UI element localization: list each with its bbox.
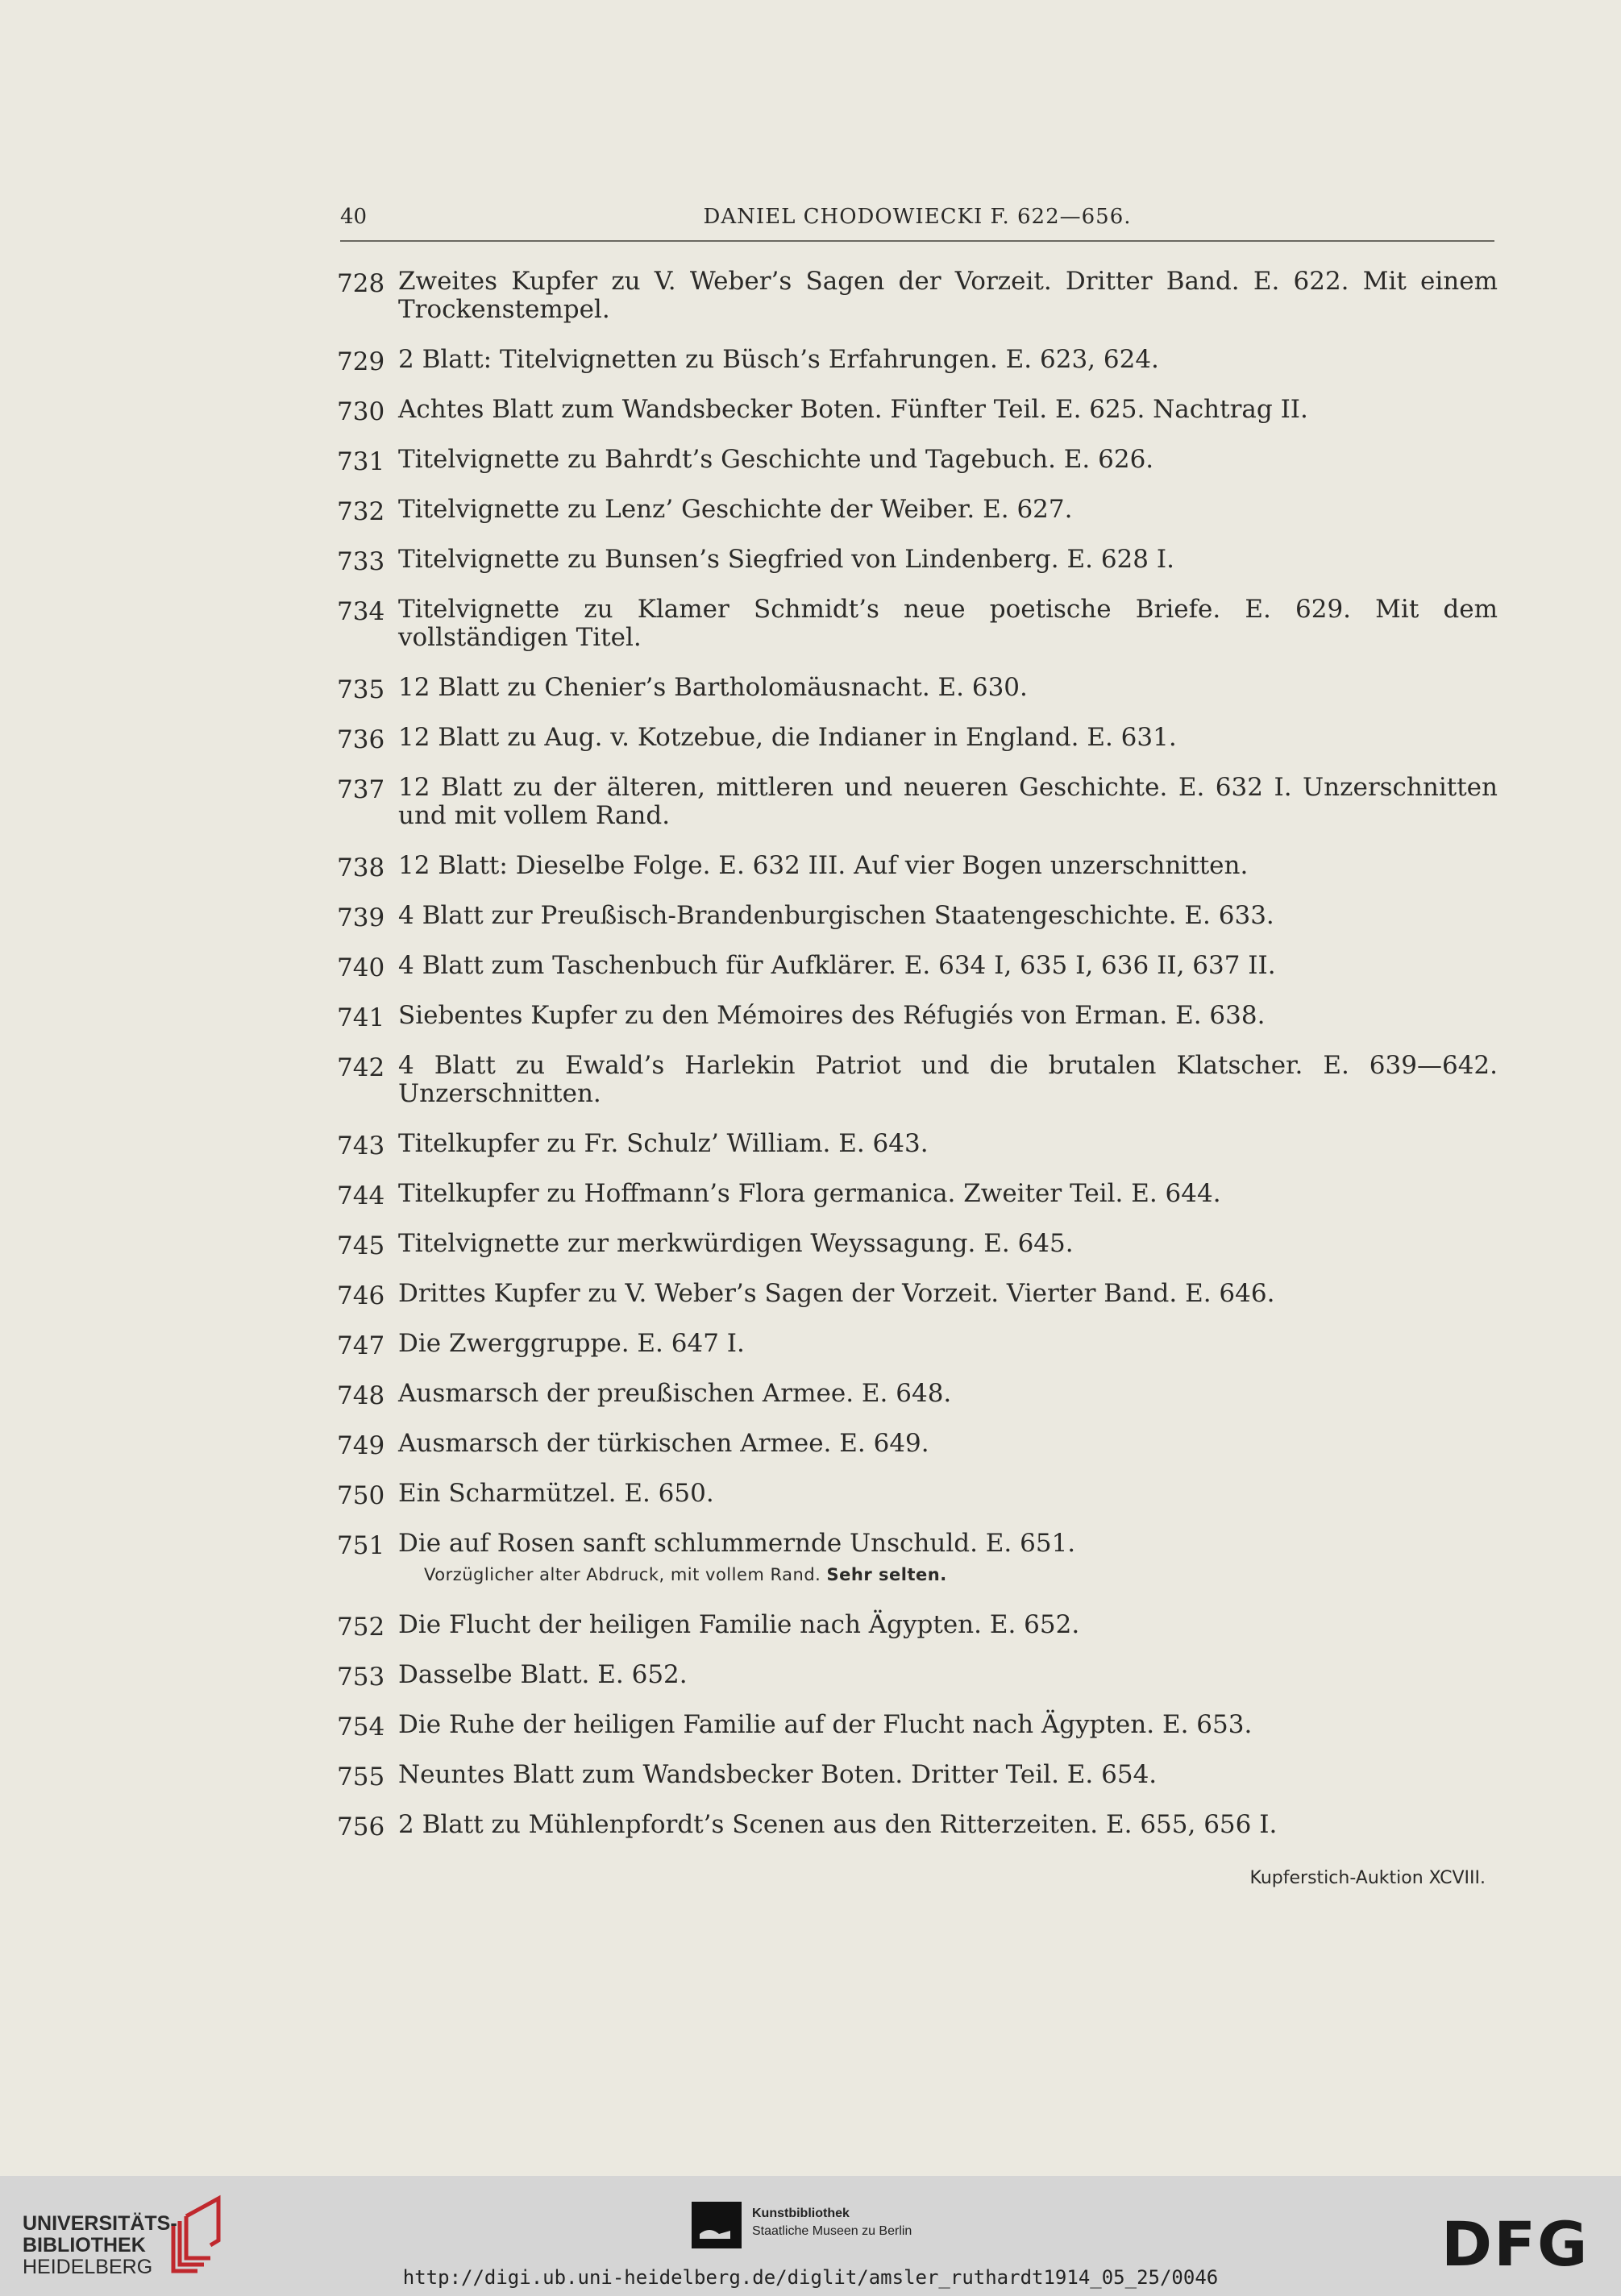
entry-number: 748: [337, 1381, 385, 1410]
entry-number: 728: [337, 269, 385, 298]
entry-number: 754: [337, 1713, 385, 1742]
entry-number: 741: [337, 1003, 385, 1032]
entry-text: Zweites Kupfer zu V. Weber’s Sagen der Vorzeit. Dritter Band. E. 622. Mit einem Trockenstempel.: [398, 267, 1498, 324]
entry-number: 755: [337, 1762, 385, 1792]
entry-743: [337, 1130, 1498, 1158]
entry-745: [337, 1230, 1498, 1258]
entry-text: Die Zwerggruppe. E. 647 I.: [398, 1329, 745, 1358]
entry-728: [337, 268, 1498, 324]
library-line-1: UNIVERSITÄTS-: [23, 2212, 177, 2235]
entry-736: [337, 724, 1498, 752]
page-number: 40: [340, 205, 368, 229]
entry-729: [337, 346, 1498, 374]
library-line-2: BIBLIOTHEK: [23, 2234, 146, 2257]
entry-739: [337, 902, 1498, 930]
entry-text: 12 Blatt: Dieselbe Folge. E. 632 III. Auf vier Bogen unzerschnitten.: [398, 851, 1249, 880]
entry-742: [337, 1052, 1498, 1108]
entry-730: [337, 396, 1498, 424]
entry-741: [337, 1002, 1498, 1030]
permalink-url[interactable]: http://digi.ub.uni-heidelberg.de/diglit/amsler_ruthardt1914_05_25/0046: [402, 2266, 1219, 2289]
viewer-footer: [0, 2176, 1621, 2296]
entry-text: Siebentes Kupfer zu den Mémoires des Réfugiés von Erman. E. 638.: [398, 1001, 1266, 1030]
entry-746: [337, 1280, 1498, 1308]
running-title: DANIEL CHODOWIECKI F. 622—656.: [703, 205, 1132, 229]
note-text: Vorzüglicher alter Abdruck, mit vollem Rand.: [424, 1565, 821, 1584]
entry-number: 733: [337, 547, 385, 576]
entry-text: Ausmarsch der türkischen Armee. E. 649.: [398, 1429, 929, 1458]
entry-number: 752: [337, 1613, 385, 1642]
entry-number: 735: [337, 675, 385, 704]
entry-number: 736: [337, 725, 385, 754]
catalog-mark: Kupferstich-Auktion XCVIII.: [1249, 1868, 1486, 1888]
entry-755: [337, 1760, 1498, 1792]
entry-749: [337, 1430, 1498, 1458]
entry-text: 12 Blatt zu der älteren, mittleren und neueren Geschichte. E. 632 I. Unzerschnitten und mit vollem Rand.: [398, 773, 1498, 830]
entry-number: 731: [337, 447, 385, 476]
entry-752: [337, 1610, 1498, 1642]
entry-732: [337, 496, 1498, 524]
entry-number: 743: [337, 1131, 385, 1160]
entry-note: [398, 1561, 1498, 1589]
entry-737: [337, 774, 1498, 830]
entry-text: Neuntes Blatt zum Wandsbecker Boten. Dritter Teil. E. 654.: [398, 1760, 1158, 1789]
entry-text: Titelvignette zur merkwürdigen Weyssagung. E. 645.: [398, 1229, 1074, 1258]
kunstbibliothek-title: Kunstbibliothek: [752, 2207, 850, 2220]
entry-text: Dasselbe Blatt. E. 652.: [398, 1660, 688, 1689]
entry-738: [337, 852, 1498, 880]
entry-750: [337, 1480, 1498, 1508]
page-header: [340, 201, 1494, 242]
kunstbibliothek-logo-icon: [692, 2202, 742, 2248]
entry-text: 2 Blatt zu Mühlenpfordt’s Scenen aus den Ritterzeiten. E. 655, 656 I.: [398, 1810, 1278, 1839]
entry-756: [337, 1811, 1498, 1839]
entry-number: 740: [337, 953, 385, 982]
entry-text: 4 Blatt zu Ewald’s Harlekin Patriot und die brutalen Klatscher. E. 639—642. Unzerschnitten.: [398, 1051, 1498, 1108]
entry-747: [337, 1330, 1498, 1358]
entry-number: 738: [337, 853, 385, 882]
entry-number: 737: [337, 775, 385, 804]
entry-735: [337, 674, 1498, 702]
entry-text: Titelkupfer zu Hoffmann’s Flora germanica. Zweiter Teil. E. 644.: [398, 1179, 1221, 1208]
entry-text: Die Flucht der heiligen Familie nach Ägypten. E. 652.: [398, 1610, 1080, 1639]
entry-751: [337, 1530, 1498, 1589]
entry-text: Achtes Blatt zum Wandsbecker Boten. Fünfter Teil. E. 625. Nachtrag II.: [398, 395, 1308, 424]
entry-text: 4 Blatt zur Preußisch-Brandenburgischen Staatengeschichte. E. 633.: [398, 901, 1274, 930]
dfg-logo[interactable]: DFG: [1441, 2208, 1590, 2280]
entry-740: [337, 952, 1498, 980]
entry-744: [337, 1180, 1498, 1208]
entry-number: 750: [337, 1481, 385, 1510]
entry-text: Titelvignette zu Bahrdt’s Geschichte und Tagebuch. E. 626.: [398, 445, 1154, 474]
entry-754: [337, 1710, 1498, 1742]
entry-number: 729: [337, 347, 385, 376]
entry-748: [337, 1380, 1498, 1408]
entry-text: 12 Blatt zu Chenier’s Bartholomäusnacht. E. 630.: [398, 673, 1028, 702]
kunstbibliothek-subtitle: Staatliche Museen zu Berlin: [752, 2224, 912, 2238]
note-emphasis: Sehr selten.: [826, 1565, 947, 1584]
entry-734: [337, 596, 1498, 652]
entry-733: [337, 546, 1498, 574]
entry-number: 732: [337, 497, 385, 526]
entry-number: 739: [337, 903, 385, 932]
entry-text: Die auf Rosen sanft schlummernde Unschuld. E. 651.: [398, 1529, 1076, 1558]
entry-number: 742: [337, 1053, 385, 1082]
catalog-entries: [337, 268, 1498, 1861]
kunstbibliothek-label[interactable]: [752, 2205, 912, 2240]
entry-number: 745: [337, 1231, 385, 1260]
header-rule: [340, 240, 1494, 242]
entry-number: 746: [337, 1281, 385, 1310]
entry-731: [337, 446, 1498, 474]
entry-number: 744: [337, 1181, 385, 1210]
entry-number: 749: [337, 1431, 385, 1460]
entry-number: 747: [337, 1331, 385, 1360]
entry-text: Ausmarsch der preußischen Armee. E. 648.: [398, 1379, 952, 1408]
entry-number: 730: [337, 397, 385, 426]
entry-text: Titelvignette zu Lenz’ Geschichte der Weiber. E. 627.: [398, 495, 1073, 524]
entry-text: Ein Scharmützel. E. 650.: [398, 1479, 714, 1508]
entry-text: 12 Blatt zu Aug. v. Kotzebue, die Indianer in England. E. 631.: [398, 723, 1177, 752]
entry-text: Titelvignette zu Klamer Schmidt’s neue poetische Briefe. E. 629. Mit dem vollständigen Titel.: [398, 595, 1498, 652]
entry-753: [337, 1660, 1498, 1692]
entry-text: Titelkupfer zu Fr. Schulz’ William. E. 643.: [398, 1129, 929, 1158]
university-library-icon: [165, 2194, 228, 2274]
entry-text: Drittes Kupfer zu V. Weber’s Sagen der Vorzeit. Vierter Band. E. 646.: [398, 1279, 1275, 1308]
entry-number: 734: [337, 597, 385, 626]
entry-text: Titelvignette zu Bunsen’s Siegfried von Lindenberg. E. 628 I.: [398, 545, 1174, 574]
entry-text: 2 Blatt: Titelvignetten zu Büsch’s Erfahrungen. E. 623, 624.: [398, 345, 1159, 374]
entry-text: Die Ruhe der heiligen Familie auf der Flucht nach Ägypten. E. 653.: [398, 1710, 1253, 1739]
entry-text: 4 Blatt zum Taschenbuch für Aufklärer. E. 634 I, 635 I, 636 II, 637 II.: [398, 951, 1276, 980]
entry-number: 751: [337, 1531, 385, 1560]
entry-number: 756: [337, 1812, 385, 1841]
library-line-3: HEIDELBERG: [23, 2256, 153, 2278]
entry-number: 753: [337, 1663, 385, 1692]
